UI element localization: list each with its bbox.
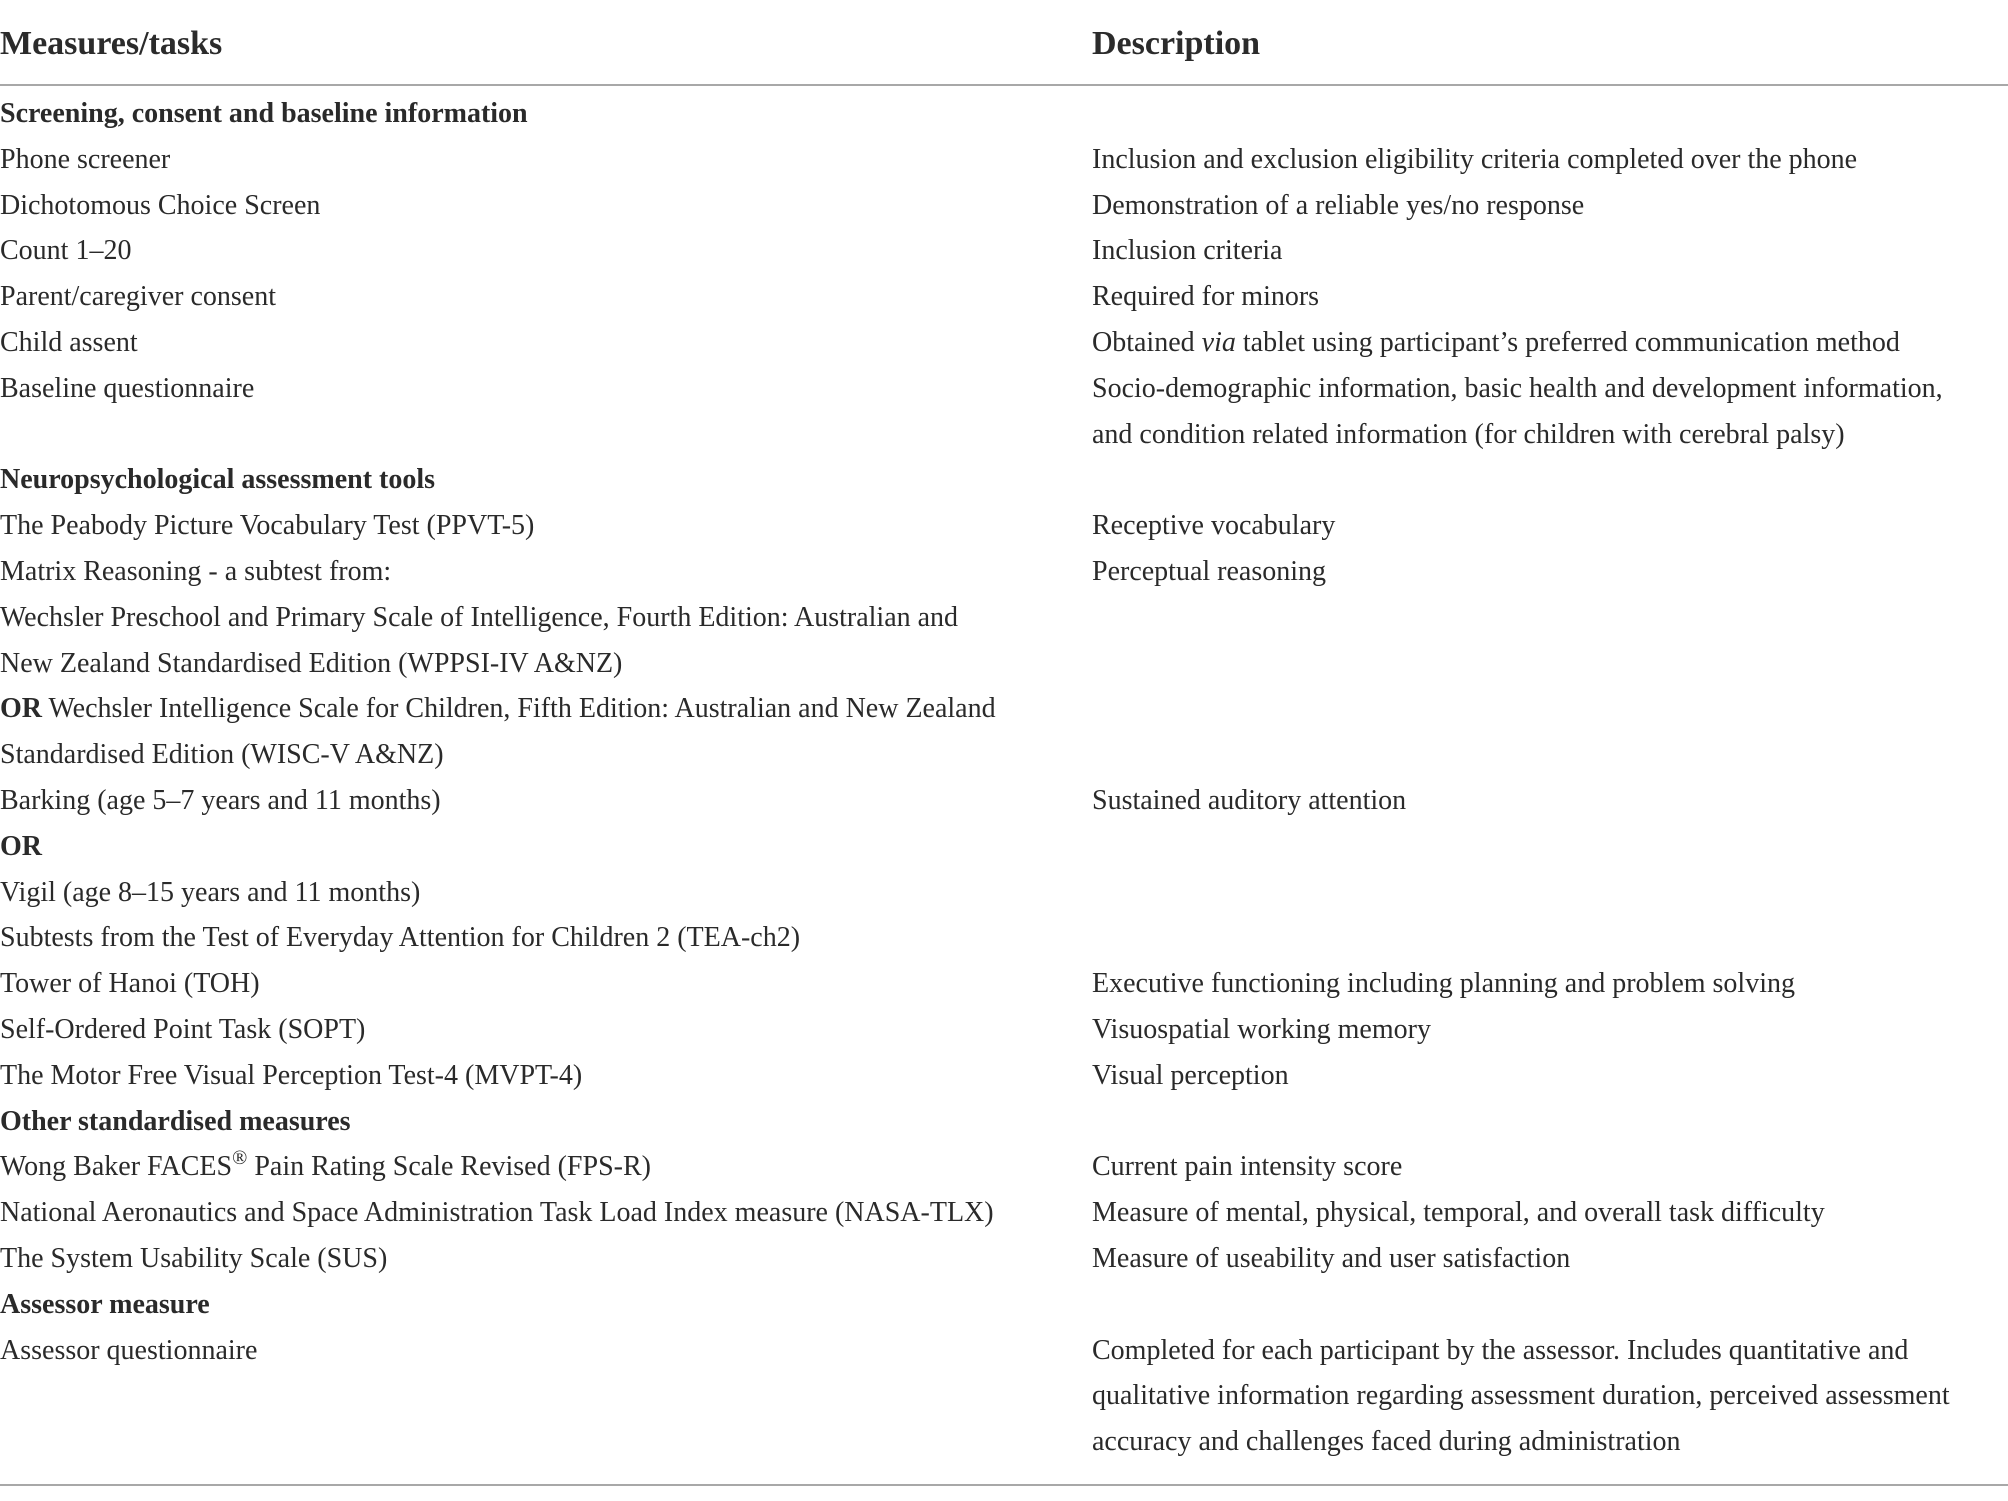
description-cell: Socio-demographic information, basic health and development information, and condition related information (for children with cerebral palsy)	[1092, 372, 1943, 450]
section-heading-row	[0, 1282, 2008, 1328]
table-row	[0, 274, 2008, 320]
measure-cell: The System Usability Scale (SUS)	[0, 1242, 388, 1274]
description-cell: Required for minors	[1092, 281, 1320, 313]
measure-cell: OR Wechsler Intelligence Scale for Children, Fifth Edition: Australian and New Zealand Standardised Edition (WISC-V A&NZ)	[0, 693, 996, 771]
description-cell: Obtained via tablet using participant’s preferred communication method	[1092, 326, 1900, 358]
or-keyword: OR	[0, 693, 42, 725]
measure-cell: Phone screener	[0, 143, 171, 175]
header-description: Description	[1092, 25, 1261, 62]
description-cell: Current pain intensity score	[1092, 1151, 1403, 1183]
table-row	[0, 1053, 2008, 1099]
section-heading-row	[0, 1099, 2008, 1145]
registered-mark: ®	[232, 1147, 248, 1170]
description-cell: Visual perception	[1092, 1059, 1289, 1091]
section-heading: Other standardised measures	[0, 1105, 351, 1137]
table-row	[0, 778, 2008, 824]
table-row	[0, 1144, 2008, 1190]
section-heading-row	[0, 457, 2008, 503]
measure-cell: The Motor Free Visual Perception Test-4 (MVPT-4)	[0, 1059, 583, 1091]
table-row	[0, 1328, 2008, 1465]
measure-cell: National Aeronautics and Space Administration Task Load Index measure (NASA-TLX)	[0, 1197, 994, 1229]
table-row	[0, 366, 2008, 458]
table-row	[0, 503, 2008, 549]
measure-cell: Count 1–20	[0, 235, 132, 267]
measure-cell: Tower of Hanoi (TOH)	[0, 968, 260, 1000]
description-cell: Visuospatial working memory	[1092, 1013, 1431, 1045]
measure-cell: Parent/caregiver consent	[0, 281, 276, 313]
measure-cell: Barking (age 5–7 years and 11 months)	[0, 784, 441, 816]
description-cell: Executive functioning including planning and problem solving	[1092, 968, 1795, 1000]
table-row	[0, 183, 2008, 229]
section-heading: Neuropsychological assessment tools	[0, 464, 436, 496]
table-body	[0, 91, 2008, 1465]
table-row	[0, 320, 2008, 366]
table-row	[0, 1236, 2008, 1282]
description-cell: Measure of mental, physical, temporal, and overall task difficulty	[1092, 1197, 1825, 1229]
measure-cell: Dichotomous Choice Screen	[0, 189, 321, 221]
section-heading-row	[0, 824, 2008, 870]
description-cell: Inclusion and exclusion eligibility criteria completed over the phone	[1092, 143, 1858, 175]
section-heading: Screening, consent and baseline information	[0, 98, 528, 129]
header-measures-tasks: Measures/tasks	[0, 25, 223, 62]
table-row	[0, 228, 2008, 274]
measure-cell: Self-Ordered Point Task (SOPT)	[0, 1013, 366, 1045]
table-header	[0, 0, 2008, 86]
measure-cell: Wong Baker FACES® Pain Rating Scale Revised (FPS-R)	[0, 1147, 651, 1183]
table-row	[0, 1190, 2008, 1236]
description-cell: Receptive vocabulary	[1092, 510, 1336, 542]
measure-cell: Assessor questionnaire	[0, 1334, 258, 1366]
description-cell: Perceptual reasoning	[1092, 555, 1327, 587]
table-row	[0, 870, 2008, 962]
table-row	[0, 1007, 2008, 1053]
table-row	[0, 137, 2008, 183]
section-heading-row	[0, 91, 2008, 137]
table-row	[0, 961, 2008, 1007]
description-cell: Completed for each participant by the assessor. Includes quantitative and qualitative information regarding assessment duration, perceived assessment accuracy and challenges faced during administration	[1092, 1334, 1950, 1458]
measure-cell: Matrix Reasoning - a subtest from: Wechsler Preschool and Primary Scale of Intelligence, Fourth Edition: Australian and New Zealand Standardised Edition (WPPSI-IV A&NZ)	[0, 555, 959, 679]
table-row	[0, 549, 2008, 686]
table-row	[0, 686, 2008, 778]
measure-cell: Vigil (age 8–15 years and 11 months) Subtests from the Test of Everyday Attention for Children 2 (TEA-ch2)	[0, 876, 801, 954]
measure-cell: Baseline questionnaire	[0, 372, 255, 404]
table-bottom-rule	[0, 1484, 2008, 1486]
section-heading: OR	[0, 830, 42, 862]
description-cell: Sustained auditory attention	[1092, 784, 1407, 816]
description-cell: Demonstration of a reliable yes/no response	[1092, 189, 1585, 221]
measure-cell: The Peabody Picture Vocabulary Test (PPVT-5)	[0, 510, 535, 542]
section-heading: Assessor measure	[0, 1288, 210, 1320]
description-cell: Measure of useability and user satisfaction	[1092, 1242, 1571, 1274]
description-cell: Inclusion criteria	[1092, 235, 1283, 267]
measure-cell: Child assent	[0, 326, 138, 358]
